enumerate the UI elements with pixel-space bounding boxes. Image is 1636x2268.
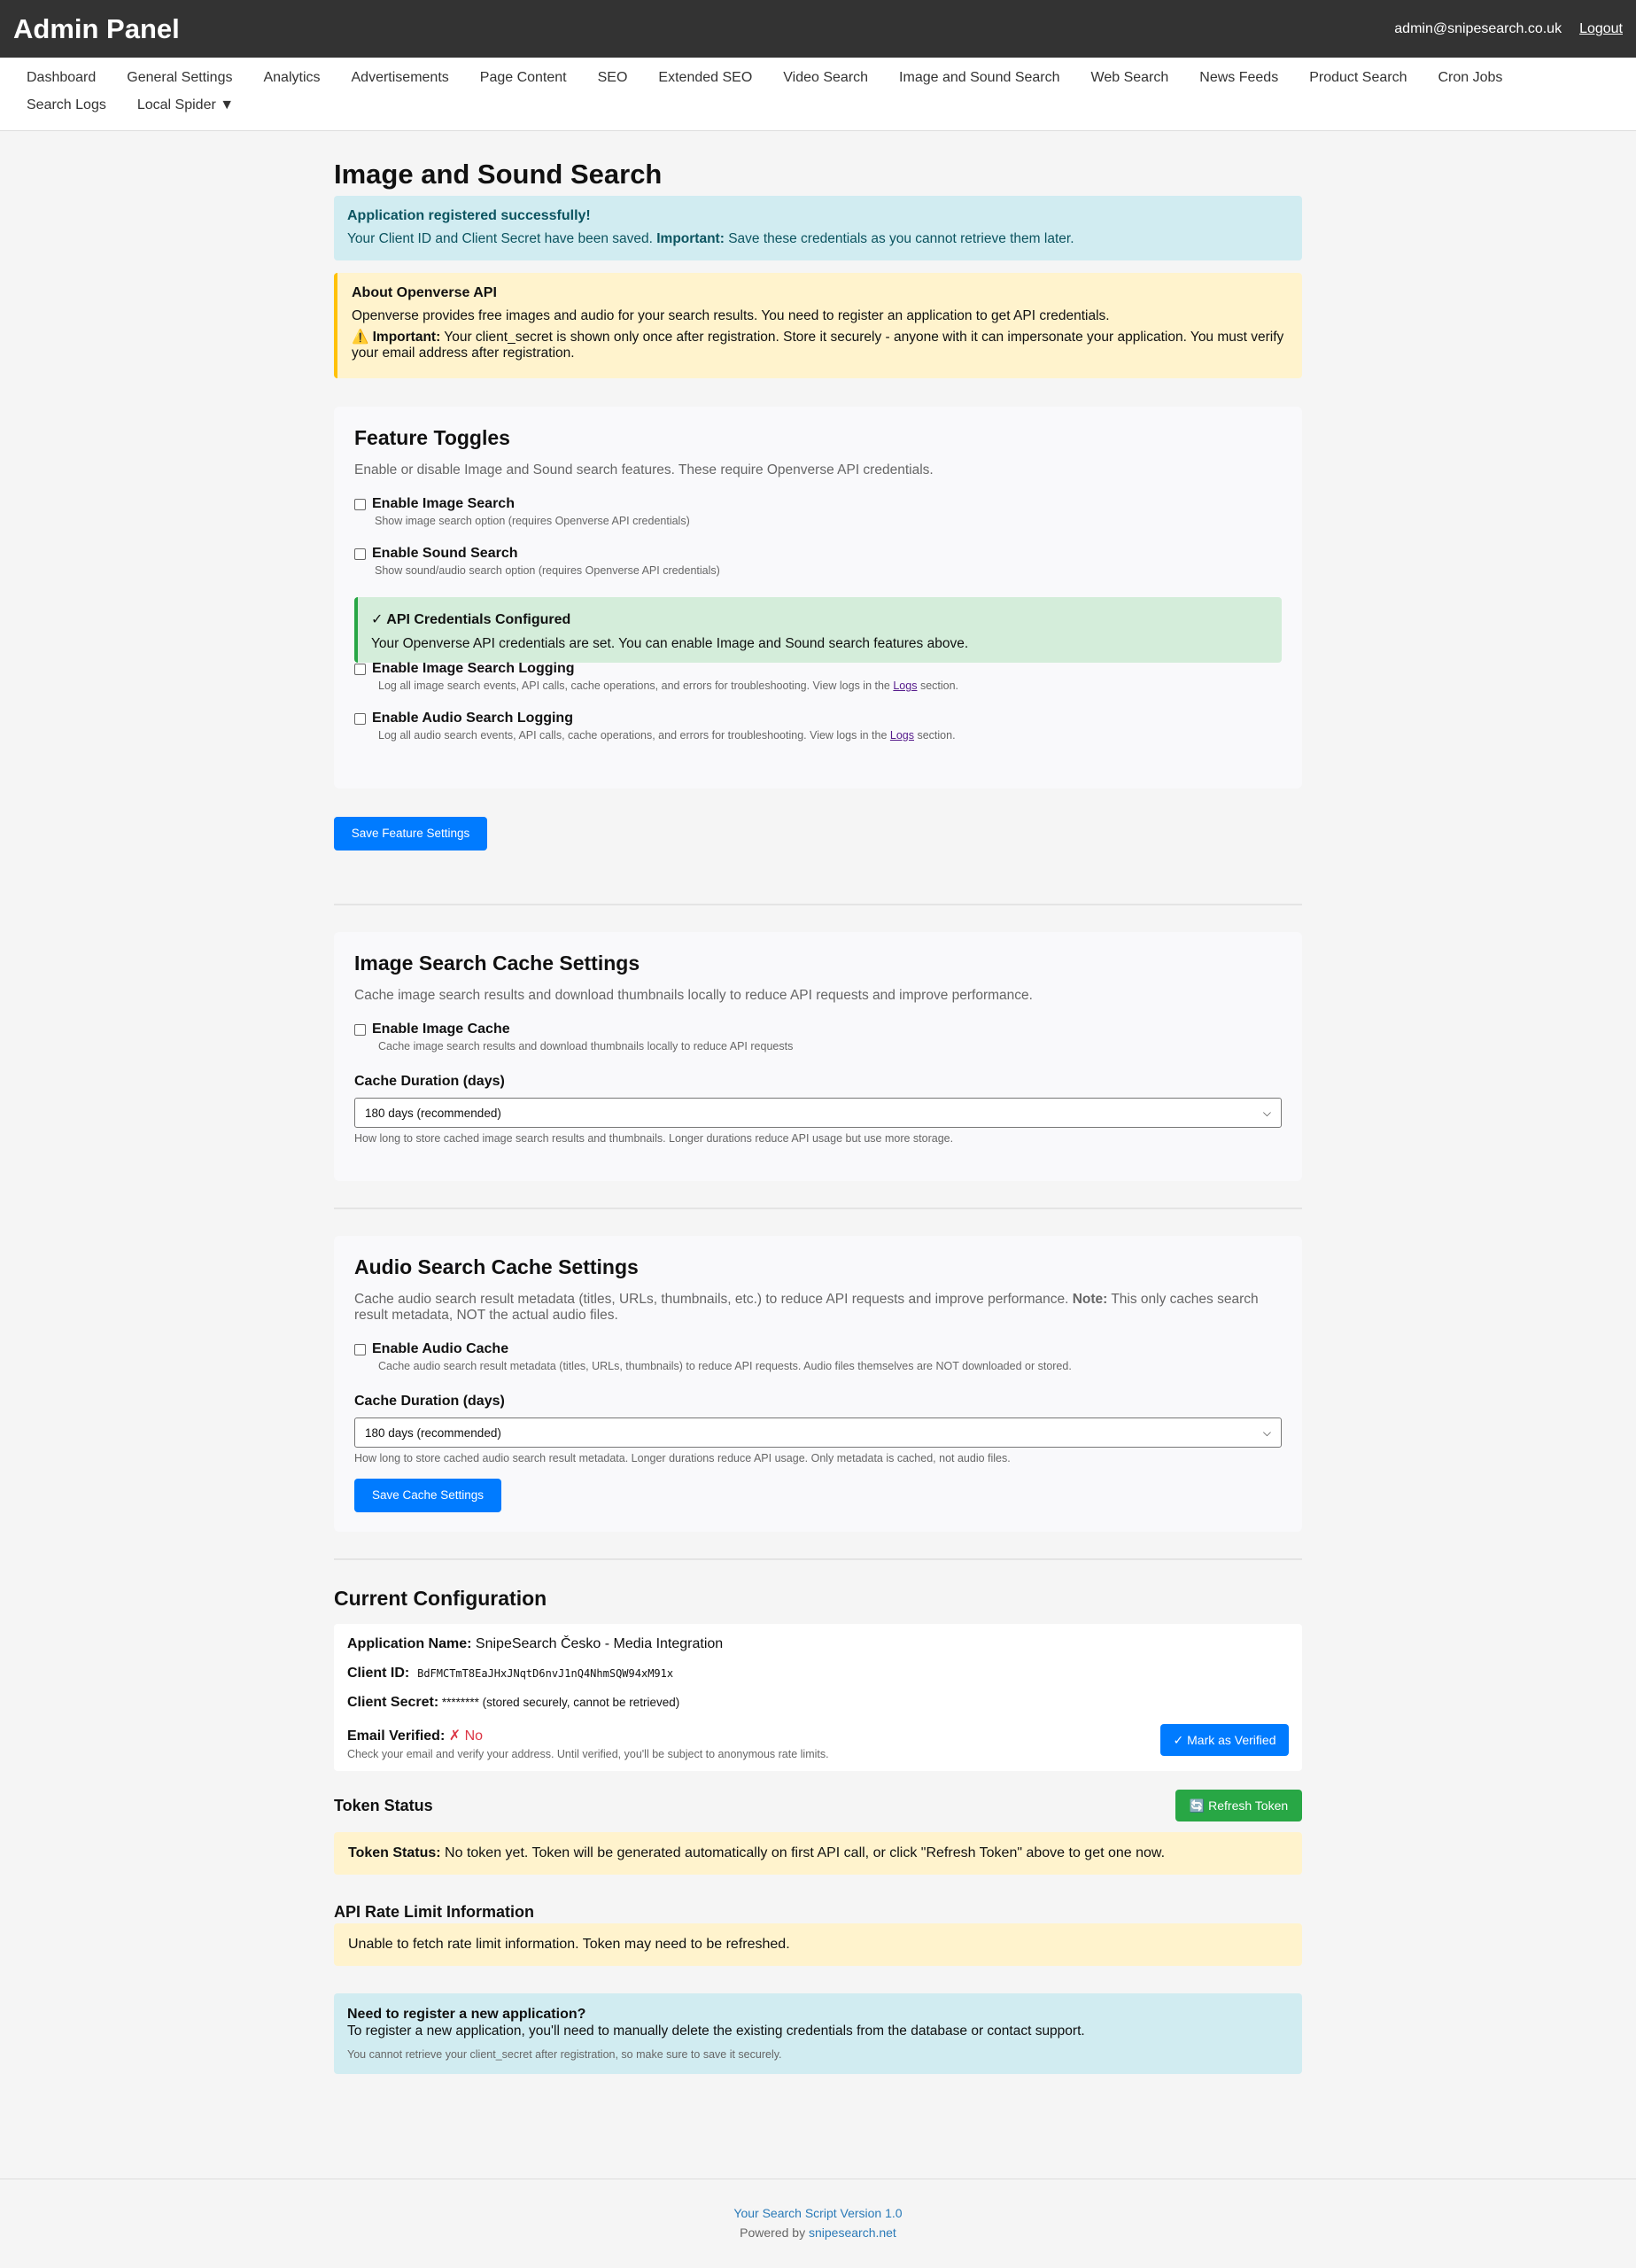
image-cache-duration-label: Cache Duration (days) — [354, 1074, 505, 1089]
audio-logging-hint — [378, 729, 1282, 742]
mark-verified-button[interactable]: ✓ Mark as Verified — [1160, 1724, 1289, 1756]
audio-cache-hint: Cache audio search result metadata (titles, URLs, thumbnails) to reduce API requests. Audio files themselves are NOT downloaded or stored. — [378, 1360, 1072, 1372]
audio-cache-description-post: This only caches search result metadata, NOT the actual audio files. — [354, 1292, 1259, 1323]
footer-powered-link[interactable]: snipesearch.net — [808, 2225, 896, 2240]
about-warning-strong: Important: — [372, 330, 441, 345]
token-status-message: No token yet. Token will be generated automatically on first API call, or click "Refresh Token" above to get one now. — [440, 1845, 1166, 1860]
audio-cache-duration-value: 180 days (recommended) — [365, 1425, 501, 1440]
credentials-configured-box — [354, 597, 1282, 663]
section-divider — [334, 904, 1302, 905]
image-cache-hint: Cache image search results and download thumbnails locally to reduce API requests — [378, 1040, 794, 1052]
image-logging-hint-text: Log all image search events, API calls, cache operations, and errors for troubleshooting. View logs in the — [378, 680, 894, 692]
image-cache-duration-hint: How long to store cached image search results and thumbnails. Longer durations reduce API usage but use more storage. — [354, 1132, 954, 1145]
image-search-hint: Show image search option (requires Openverse API credentials) — [375, 515, 690, 527]
image-logging-hint — [378, 680, 1282, 692]
audio-logging-toggle — [354, 711, 1282, 726]
footer-powered — [0, 2225, 1636, 2240]
app-name-value: SnipeSearch Česko - Media Integration — [471, 1636, 724, 1651]
main-nav — [0, 58, 1636, 131]
nav-item-dashboard[interactable]: Dashboard — [27, 70, 97, 85]
client-secret-value: ******** (stored securely, cannot be retrieved) — [438, 1696, 680, 1709]
nav-item-product-search[interactable]: Product Search — [1309, 70, 1407, 85]
image-cache-title: Image Search Cache Settings — [354, 951, 640, 975]
image-cache-duration-value: 180 days (recommended) — [365, 1106, 501, 1120]
save-cache-settings-button[interactable]: Save Cache Settings — [354, 1479, 501, 1512]
image-cache-panel — [334, 932, 1302, 1181]
audio-cache-duration-select[interactable] — [354, 1418, 1282, 1448]
nav-item-extended-seo[interactable]: Extended SEO — [658, 70, 753, 85]
email-verified-value: ✗ No — [445, 1728, 484, 1744]
about-warning — [352, 330, 1289, 361]
token-status-title: Token Status — [334, 1796, 433, 1814]
image-logging-label[interactable]: Enable Image Search Logging — [372, 661, 575, 676]
registration-alert-text: Your Client ID and Client Secret have been saved. — [347, 231, 657, 246]
audio-cache-description-strong: Note: — [1072, 1292, 1108, 1307]
image-search-checkbox[interactable] — [354, 499, 366, 510]
client-id-label: Client ID: — [347, 1666, 410, 1681]
credentials-configured-text: Your Openverse API credentials are set. You can enable Image and Sound search features above. — [371, 636, 969, 651]
token-status-box — [334, 1832, 1302, 1875]
token-status-header — [334, 1790, 1302, 1821]
app-name-label: Application Name: — [347, 1636, 472, 1651]
client-id-value: BdFMCTmT8EaJHxJNqtD6nvJ1nQ4NhmSQW94xM91x — [417, 1667, 674, 1680]
nav-item-cron-jobs[interactable]: Cron Jobs — [1438, 70, 1503, 85]
registration-alert-body — [347, 231, 1289, 247]
chevron-down-icon: ⌵ — [1262, 1106, 1271, 1119]
nav-item-advertisements[interactable]: Advertisements — [351, 70, 449, 85]
audio-cache-description — [354, 1292, 1282, 1324]
nav-item-general-settings[interactable]: General Settings — [127, 70, 233, 85]
audio-logging-hint-text: Log all audio search events, API calls, cache operations, and errors for troubleshooting. View logs in the — [378, 729, 890, 742]
image-cache-toggle — [354, 1021, 1282, 1037]
rate-limit-box — [334, 1923, 1302, 1966]
image-logging-toggle — [354, 661, 1282, 677]
app-title: Admin Panel — [13, 12, 180, 44]
feature-toggles-description: Enable or disable Image and Sound search features. These require Openverse API credentials. — [354, 462, 934, 478]
nav-item-analytics[interactable]: Analytics — [263, 70, 321, 85]
logout-link[interactable]: Logout — [1579, 20, 1623, 36]
warning-icon: ⚠️ — [352, 330, 369, 345]
image-logging-checkbox[interactable] — [354, 664, 366, 675]
audio-cache-panel — [334, 1236, 1302, 1532]
footer — [0, 2179, 1636, 2268]
app-name-row — [347, 1636, 1289, 1652]
top-bar — [0, 0, 1636, 58]
rate-limit-text: Unable to fetch rate limit information. Token may need to be refreshed. — [348, 1937, 790, 1952]
image-search-toggle — [354, 496, 1282, 512]
nav-item-search-logs[interactable]: Search Logs — [27, 97, 106, 113]
current-config-title: Current Configuration — [334, 1587, 547, 1610]
section-divider — [334, 1208, 1302, 1209]
audio-logs-link[interactable]: Logs — [889, 729, 914, 742]
audio-cache-duration-label: Cache Duration (days) — [354, 1394, 505, 1409]
user-email: admin@snipesearch.co.uk — [1394, 20, 1562, 36]
register-new-title: Need to register a new application? — [347, 2007, 586, 2022]
image-cache-description: Cache image search results and download thumbnails locally to reduce API requests and improve performance. — [354, 988, 1033, 1003]
image-cache-label[interactable]: Enable Image Cache — [372, 1021, 510, 1037]
audio-cache-duration-hint: How long to store cached audio search result metadata. Longer durations reduce API usage. Only metadata is cached, not audio files. — [354, 1452, 1011, 1464]
sound-search-checkbox[interactable] — [354, 548, 366, 560]
nav-item-image-and-sound-search[interactable]: Image and Sound Search — [899, 70, 1060, 85]
credentials-configured-title: ✓ API Credentials Configured — [371, 612, 571, 627]
feature-toggles-title: Feature Toggles — [354, 426, 510, 449]
email-verify-hint: Check your email and verify your address. Until verified, you'll be subject to anonymous rate limits. — [347, 1748, 829, 1760]
sound-search-label[interactable]: Enable Sound Search — [372, 546, 518, 561]
sound-search-toggle — [354, 546, 1282, 562]
audio-logging-label[interactable]: Enable Audio Search Logging — [372, 711, 573, 726]
client-id-row — [347, 1666, 1289, 1682]
registration-alert-title: Application registered successfully! — [347, 208, 591, 223]
registration-alert-text-post: Save these credentials as you cannot retrieve them later. — [724, 231, 1074, 246]
chevron-down-icon: ⌵ — [1262, 1425, 1271, 1439]
image-logs-link[interactable]: Logs — [893, 680, 918, 692]
about-text: Openverse provides free images and audio for your search results. You need to register an application to get API credentials. — [352, 308, 1110, 323]
token-status-label: Token Status: — [348, 1845, 441, 1860]
client-secret-row — [347, 1695, 1289, 1711]
email-verified-label: Email Verified: — [347, 1728, 446, 1744]
config-box — [334, 1624, 1302, 1771]
register-new-text: To register a new application, you'll need to manually delete the existing credentials from the database or contact support. — [347, 2023, 1085, 2039]
client-secret-label: Client Secret: — [347, 1695, 439, 1710]
audio-cache-description-text: Cache audio search result metadata (titles, URLs, thumbnails, etc.) to reduce API requests and improve performance. — [354, 1292, 1073, 1307]
nav-item-local-spider[interactable]: Local Spider ▼ — [136, 97, 235, 113]
audio-logging-hint-post: section. — [914, 729, 956, 742]
section-divider — [334, 1558, 1302, 1560]
registration-alert-strong: Important: — [656, 231, 725, 246]
audio-cache-checkbox[interactable] — [354, 1344, 366, 1355]
nav-item-page-content[interactable]: Page Content — [479, 70, 567, 85]
registration-alert — [334, 196, 1302, 260]
image-cache-checkbox[interactable] — [354, 1024, 366, 1036]
about-title: About Openverse API — [352, 285, 497, 300]
register-new-hint: You cannot retrieve your client_secret after registration, so make sure to save it securely. — [347, 2048, 782, 2061]
audio-logging-checkbox[interactable] — [354, 713, 366, 725]
footer-version: Your Search Script Version 1.0 — [733, 2206, 903, 2220]
user-area — [1394, 21, 1623, 37]
page-title: Image and Sound Search — [334, 159, 663, 190]
rate-limit-title: API Rate Limit Information — [334, 1903, 535, 1921]
token-status-text — [348, 1845, 1165, 1861]
email-verified-row — [347, 1727, 1289, 1744]
audio-cache-title: Audio Search Cache Settings — [354, 1255, 639, 1278]
nav-item-seo[interactable]: SEO — [597, 70, 628, 85]
refresh-token-button[interactable]: 🔄 Refresh Token — [1175, 1790, 1302, 1821]
image-search-label[interactable]: Enable Image Search — [372, 496, 515, 511]
nav-item-news-feeds[interactable]: News Feeds — [1199, 70, 1279, 85]
audio-cache-toggle — [354, 1341, 1282, 1357]
image-cache-duration-select[interactable] — [354, 1098, 1282, 1128]
feature-toggles-panel — [334, 407, 1302, 788]
save-feature-settings-button[interactable]: Save Feature Settings — [334, 817, 487, 850]
nav-item-video-search[interactable]: Video Search — [783, 70, 869, 85]
sound-search-hint: Show sound/audio search option (requires Openverse API credentials) — [375, 564, 720, 577]
register-new-app-box — [334, 1993, 1302, 2074]
nav-item-web-search[interactable]: Web Search — [1090, 70, 1169, 85]
footer-powered-text: Powered by — [740, 2225, 809, 2240]
about-openverse-box — [334, 273, 1302, 378]
audio-cache-label[interactable]: Enable Audio Cache — [372, 1341, 509, 1356]
main-content — [334, 155, 1302, 2074]
about-warning-text: Your client_secret is shown only once after registration. Store it securely - anyone with it can impersonate your application. You must verify your email address after registration. — [352, 330, 1284, 361]
image-logging-hint-post: section. — [917, 680, 959, 692]
